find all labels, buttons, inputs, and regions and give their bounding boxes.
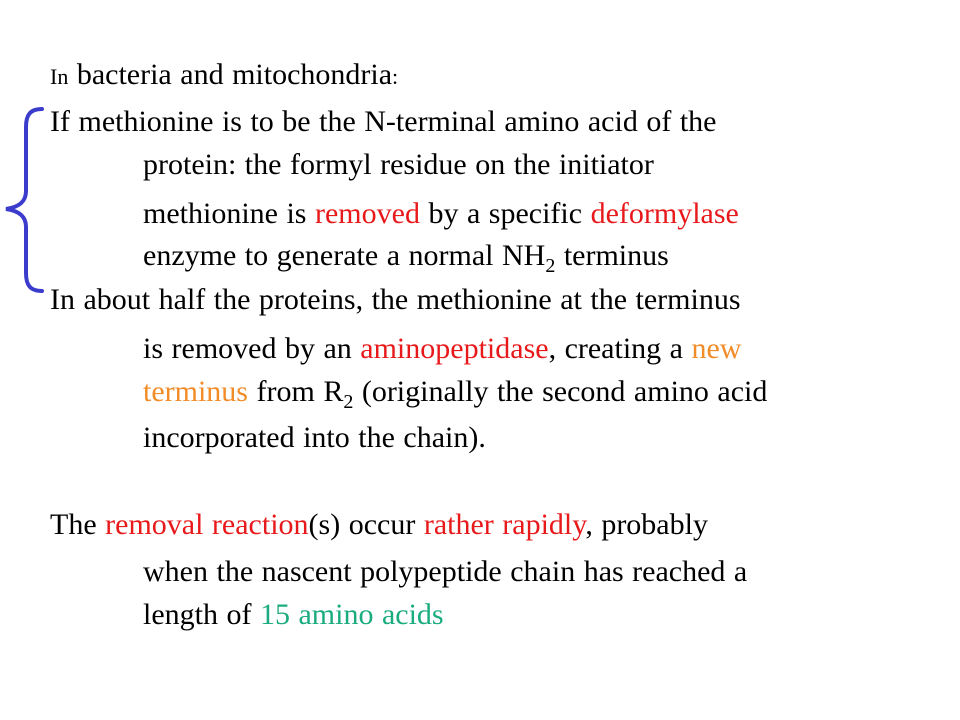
bullet1-line2: protein: the formyl residue on the initiator <box>143 148 654 181</box>
bullet2-line1: In about half the proteins, the methionine at the terminus <box>50 283 741 316</box>
bullet3-line1: The removal reaction(s) occur rather rapidly, probably <box>50 508 708 541</box>
bullet1-line4: enzyme to generate a normal $NH_2$ terminus <box>143 239 669 277</box>
bullet2-line2: is removed by an aminopeptidase, creating a new <box>143 332 742 365</box>
bullet1-line3: methionine is removed by a specific deformylase <box>143 197 739 230</box>
aminopeptidase-term: aminopeptidase <box>360 332 549 365</box>
terminus-term: terminus <box>143 375 248 408</box>
bullet3-line2: when the nascent polypeptide chain has reached a <box>143 555 748 588</box>
bullet2-line3: terminus from $R_2$ (originally the second amino acid <box>143 375 768 413</box>
amino-acids-term: 15 amino acids <box>259 598 444 631</box>
bullet3-line3: length of 15 amino acids <box>143 598 444 631</box>
rather-rapidly-term: rather rapidly <box>423 508 586 541</box>
removal-reaction-term: removal reaction <box>105 508 309 541</box>
curly-brace-icon <box>0 95 50 305</box>
bullet1-line1: If methionine is to be the N-terminal amino acid of the <box>50 105 717 138</box>
deformylase-term: deformylase <box>590 197 739 230</box>
bullet2-line4: incorporated into the chain). <box>143 421 486 454</box>
heading: In bacteria and mitochondria: <box>50 58 399 91</box>
new-term: new <box>691 332 742 365</box>
removed-term: removed <box>314 197 420 230</box>
